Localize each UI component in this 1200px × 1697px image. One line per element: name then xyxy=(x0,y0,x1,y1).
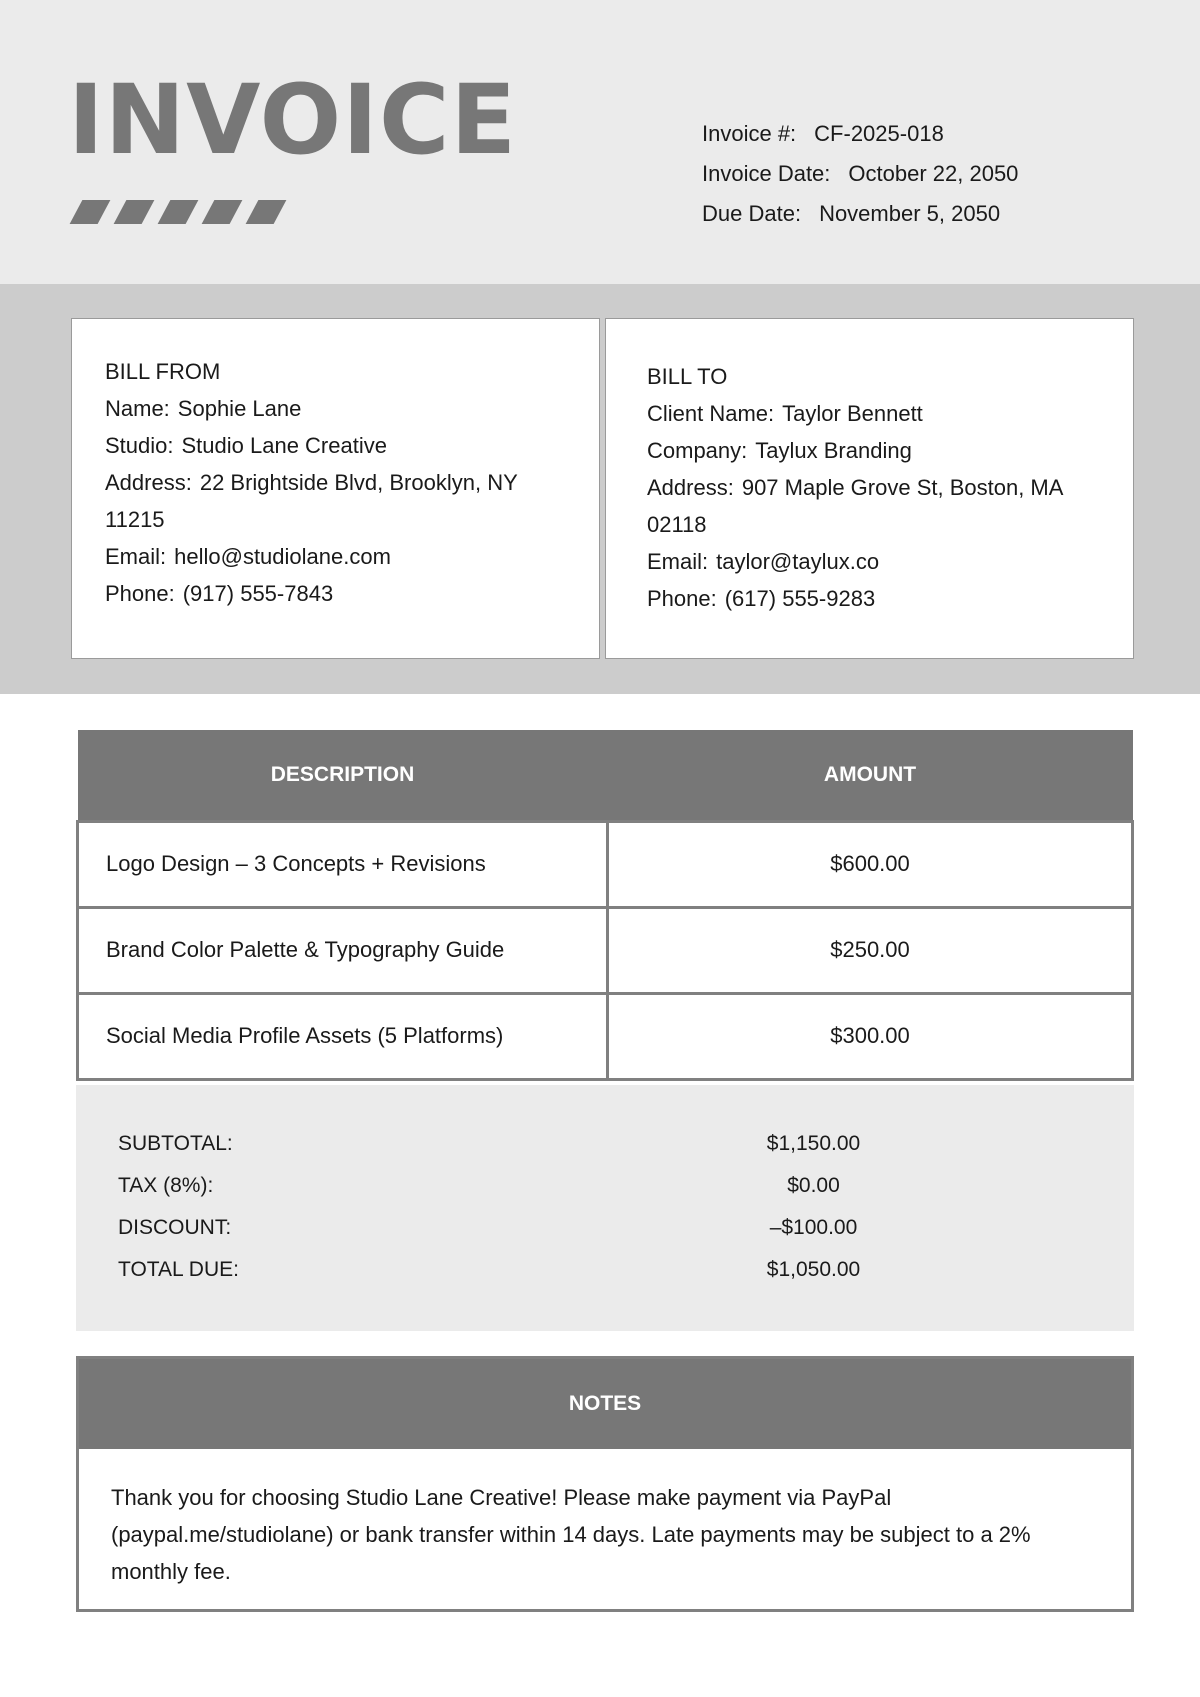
stripe-mark xyxy=(114,200,155,224)
discount-label: DISCOUNT: xyxy=(118,1216,232,1239)
bill-to-address-row xyxy=(647,469,1103,543)
stripe-mark xyxy=(70,200,111,224)
invoice-title: INVOICE xyxy=(68,64,518,176)
address-label: Address: xyxy=(647,475,734,500)
notes-section xyxy=(76,1356,1134,1612)
item-amount: $250.00 xyxy=(608,907,1133,993)
tax-value: $0.00 xyxy=(787,1174,840,1197)
bill-to-phone: (617) 555-9283 xyxy=(724,586,876,611)
tax-label: TAX (8%): xyxy=(118,1174,214,1197)
invoice-date-label: Invoice Date: xyxy=(702,161,831,186)
subtotal-label: SUBTOTAL: xyxy=(118,1132,233,1155)
notes-text: Thank you for choosing Studio Lane Creative! Please make payment via PayPal (paypal.me/studiolane) or bank transfer within 14 days. Late payments may be subject to a 2% monthly fee. xyxy=(111,1485,1031,1584)
bill-to-email-row xyxy=(647,543,1103,580)
decorative-stripes xyxy=(76,200,286,224)
bill-from-studio-row xyxy=(105,427,569,464)
stripe-mark xyxy=(202,200,243,224)
item-description: Social Media Profile Assets (5 Platforms) xyxy=(78,993,608,1079)
due-date-label: Due Date: xyxy=(702,201,802,226)
bill-to-client-row xyxy=(647,395,1103,432)
studio-label: Studio: xyxy=(105,433,174,458)
email-label: Email: xyxy=(647,549,709,574)
name-label: Name: xyxy=(105,396,170,421)
due-date: November 5, 2050 xyxy=(819,201,1001,226)
bill-from-studio: Studio Lane Creative xyxy=(181,433,387,458)
phone-label: Phone: xyxy=(647,586,717,611)
totals-panel xyxy=(76,1085,1134,1331)
table-header-row xyxy=(78,730,1133,821)
bill-from-heading: BILL FROM xyxy=(105,359,221,384)
bill-to-phone-row xyxy=(647,580,1103,617)
invoice-number-label: Invoice #: xyxy=(702,121,797,146)
due-date-row xyxy=(702,198,1018,238)
bill-to-company-row xyxy=(647,432,1103,469)
bill-from-email-row xyxy=(105,538,569,575)
bill-from-phone: (917) 555-7843 xyxy=(182,581,334,606)
stripe-mark xyxy=(246,200,287,224)
client-label: Client Name: xyxy=(647,401,775,426)
invoice-date: October 22, 2050 xyxy=(848,161,1019,186)
line-items-table xyxy=(76,730,1134,1081)
bill-to-heading: BILL TO xyxy=(647,364,728,389)
bill-to-client: Taylor Bennett xyxy=(782,401,923,426)
subtotal-row xyxy=(76,1123,1134,1165)
phone-label: Phone: xyxy=(105,581,175,606)
description-header: DESCRIPTION xyxy=(78,730,608,821)
bill-from-address-row xyxy=(105,464,569,538)
bill-to-card xyxy=(605,318,1134,659)
company-label: Company: xyxy=(647,438,748,463)
invoice-date-row xyxy=(702,158,1018,198)
bill-to-address: 907 Maple Grove St, Boston, MA 02118 xyxy=(647,475,1063,537)
address-label: Address: xyxy=(105,470,192,495)
bill-from-address: 22 Brightside Blvd, Brooklyn, NY 11215 xyxy=(105,470,518,532)
total-due-value: $1,050.00 xyxy=(766,1258,861,1281)
item-description: Brand Color Palette & Typography Guide xyxy=(78,907,608,993)
table-row xyxy=(78,993,1133,1079)
item-description: Logo Design – 3 Concepts + Revisions xyxy=(78,821,608,907)
bill-from-email: hello@studiolane.com xyxy=(174,544,391,569)
invoice-number: CF-2025-018 xyxy=(814,121,944,146)
table-row xyxy=(78,907,1133,993)
bill-from-card xyxy=(71,318,600,659)
bill-from-name: Sophie Lane xyxy=(177,396,302,421)
bill-to-company: Taylux Branding xyxy=(755,438,912,463)
item-amount: $600.00 xyxy=(608,821,1133,907)
invoice-header xyxy=(0,0,1200,284)
subtotal-value: $1,150.00 xyxy=(766,1132,861,1155)
total-due-label: TOTAL DUE: xyxy=(118,1258,239,1281)
discount-value: –$100.00 xyxy=(769,1216,858,1239)
amount-header: AMOUNT xyxy=(608,730,1133,821)
discount-row xyxy=(76,1207,1134,1249)
email-label: Email: xyxy=(105,544,167,569)
invoice-meta xyxy=(702,118,1018,238)
table-row xyxy=(78,821,1133,907)
tax-row xyxy=(76,1165,1134,1207)
notes-heading: NOTES xyxy=(79,1359,1131,1449)
bill-to-email: taylor@taylux.co xyxy=(716,549,880,574)
stripe-mark xyxy=(158,200,199,224)
bill-from-name-row xyxy=(105,390,569,427)
bill-from-phone-row xyxy=(105,575,569,612)
invoice-number-row xyxy=(702,118,1018,158)
item-amount: $300.00 xyxy=(608,993,1133,1079)
total-due-row xyxy=(76,1249,1134,1291)
